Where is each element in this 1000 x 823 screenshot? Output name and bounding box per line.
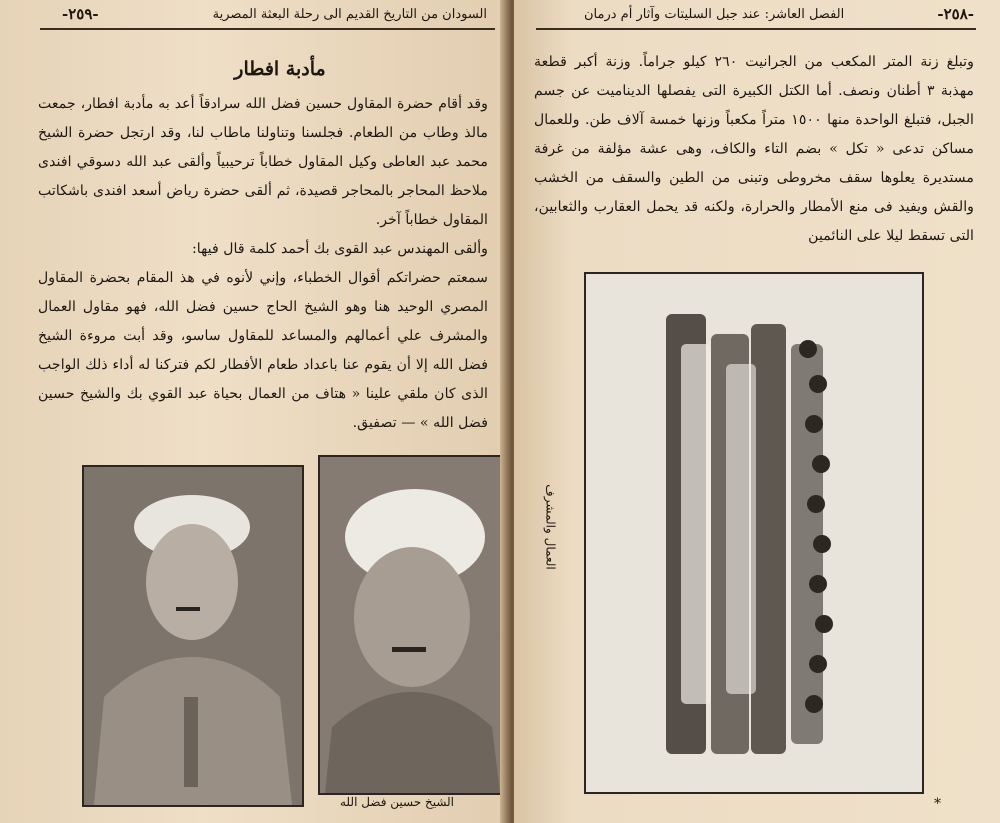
paragraph-3: سمعتم حضراتكم أقوال الخطباء، وإني لأنوه في هذ المقام بحضرة المقاول المصري الوحيد هنا وهو الشيخ الحاج حسين فضل الله، فهو مقاول العمال والمشرف علي أعمالهم والمساعد للمقاول ساسو، وقد أبت مروءة الشيخ فضل الله إلا أن يقوم عنا باعداد طعام الأفطار لكم فتركنا له أداء ذلك الواجب الذى كان ملقي علينا « هتاف من العمال بحياة عبد القوي بك والشيخ حسين فضل الله » — تصفيق. <box>38 270 488 431</box>
left-body-text <box>38 90 488 438</box>
right-page-header <box>584 2 974 26</box>
right-page-number: -٢٥٨- <box>937 5 974 23</box>
portrait-right-image <box>320 457 502 793</box>
paragraph-1: وقد أقام حضرة المقاول حسين فضل الله سرادقاً أعد به مأدبة افطار، جمعت مالذ وطاب من الطعام. فجلسنا وتناولنا ماطاب لنا، وقد ارتجل حضرة الشيخ محمد عبد العاطى وكيل المقاول خطاباً ترحيبياً وألقى عبد الله دسوقي افندى ملاحظ المحاجر بالمحاجر قصيدة، ثم ألقى حضرة رياض أسعد افندى باشكاتب المقاول خطاباً آخر. <box>38 96 488 228</box>
footnote-mark: * <box>934 796 941 812</box>
section-heading: مأدبة افطار <box>234 58 326 80</box>
portrait-caption: الشيخ حسين فضل الله <box>340 795 455 809</box>
right-header-rule <box>536 28 976 30</box>
right-running-head: الفصل العاشر: عند جبل السليتات وآثار أم درمان <box>584 6 845 22</box>
group-photo-caption: العمال والمشرف <box>543 484 558 570</box>
portrait-left-image <box>84 467 302 805</box>
workers-group-photo <box>584 272 924 794</box>
portrait-photo-left <box>82 465 304 807</box>
workers-group-image <box>586 274 922 792</box>
portrait-photo-right <box>318 455 504 795</box>
paragraph-2: وألقى المهندس عبد القوى بك أحمد كلمة قال فيها: <box>192 241 488 257</box>
left-running-head: السودان من التاريخ القديم الى رحلة البعثة المصرية <box>212 6 487 22</box>
left-page-number: -٢٥٩- <box>62 5 99 23</box>
right-page <box>514 0 1000 823</box>
right-body-text: وتبلغ زنة المتر المكعب من الجرانيت ٢٦٠ كيلو جراماً. وزنة أكبر قطعة مهذبة ٣ أطنان ونصف. أما الكتل الكبيرة التى يفصلها الديناميت عن جسم الجبل، فتبلغ الواحدة منها ١٥٠٠ متراً مكعباً وزنها خمسة آلاف طن. وللعمال مساكن تدعى « تكل » بضم التاء والكاف، وهى عشة مؤلفة من غرفة مستديرة يعلوها سقف مخروطى وتبنى من الطين والسقف من الخشب والقش ويفيد فى منع الأمطار والحرارة، ولكنه قد يحمل العقارب والثعابين، التى تسقط ليلا على النائمين <box>534 54 974 244</box>
left-header-rule <box>40 28 495 30</box>
left-page-header <box>62 2 487 26</box>
